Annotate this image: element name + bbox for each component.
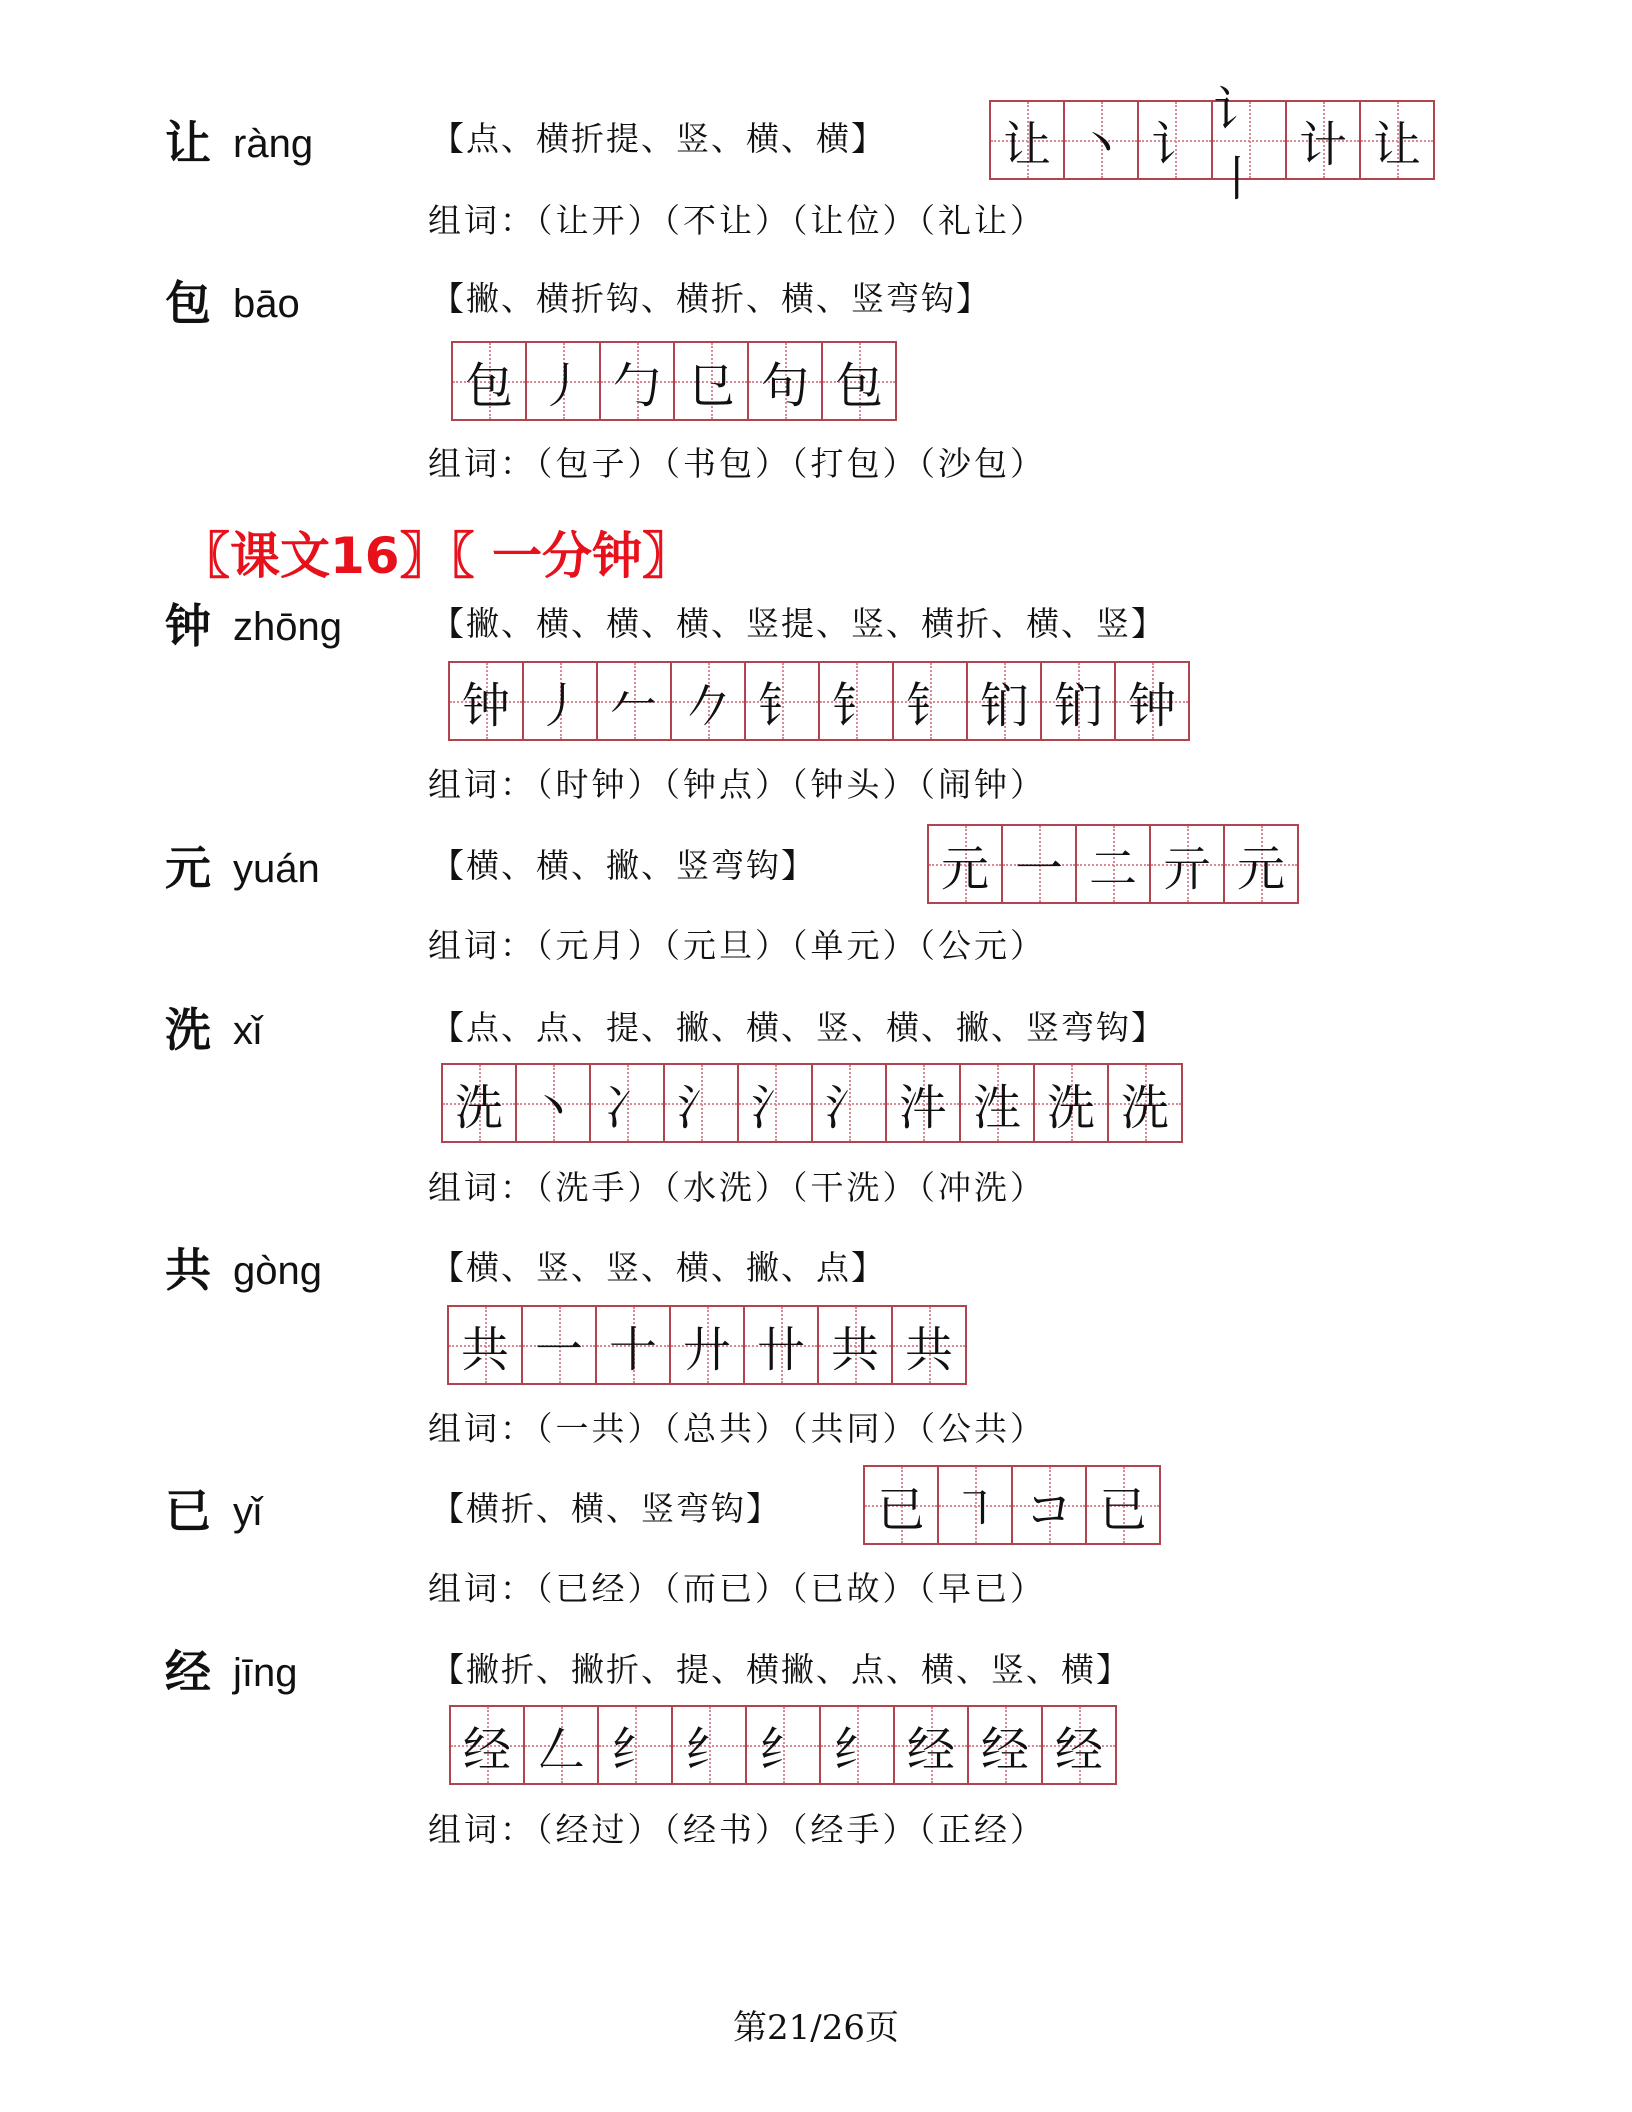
stroke-cell [597,1307,671,1383]
stroke-cell [1139,102,1213,178]
stroke-cell [524,663,598,739]
stroke-glyph: 让 [1372,116,1421,173]
stroke-cell [968,663,1042,739]
stroke-cell [665,1065,739,1141]
stroke-order-names: 【撇、横折钩、横折、横、竖弯钩】 [431,279,991,318]
stroke-cell [1361,102,1433,178]
stroke-cell [929,826,1003,902]
stroke-glyph: 钟 [461,677,510,734]
word-examples: 组词：（已经）（而已）（已故）（早已） [428,1569,1046,1608]
character: 元 [165,841,211,895]
stroke-cell [821,1707,895,1783]
stroke-cell [1043,1707,1115,1783]
stroke-glyph: コ [1024,1481,1073,1538]
stroke-glyph: 一 [534,1321,583,1378]
stroke-order-names: 【横、横、撇、竖弯钩】 [431,846,816,885]
stroke-glyph: 氵 [676,1079,725,1136]
stroke-glyph: 已 [1098,1481,1147,1538]
stroke-cell [893,1307,965,1383]
stroke-glyph: 𠂉 [609,677,658,734]
stroke-cell [739,1065,813,1141]
stroke-order-grid [989,82,1435,207]
stroke-glyph: 洗 [454,1079,503,1136]
stroke-cell [1213,82,1287,207]
character: 让 [165,116,211,170]
stroke-glyph: 钅 [831,677,880,734]
lesson-header: 〖课文16〗〖 一分钟〗 [180,527,692,585]
stroke-cell [675,343,749,419]
stroke-order-names: 【撇、横、横、横、竖提、竖、横折、横、竖】 [431,604,1166,643]
stroke-glyph: 钅 [905,677,954,734]
stroke-glyph: 二 [1088,840,1137,897]
stroke-glyph: 共 [830,1321,879,1378]
stroke-glyph: 洗 [1120,1079,1169,1136]
stroke-cell [819,1307,893,1383]
stroke-cell [1087,1467,1159,1543]
stroke-cell [601,343,675,419]
pinyin: gòng [233,1249,322,1293]
pinyin: yuán [233,847,320,891]
stroke-glyph: 汼 [898,1079,947,1136]
stroke-glyph: 㔾 [686,357,735,414]
character: 钟 [165,599,211,653]
stroke-cell [525,1707,599,1783]
stroke-cell [449,1307,523,1383]
stroke-cell [745,1307,819,1383]
page-number: 第21/26页 [733,2008,899,2048]
stroke-cell [1065,102,1139,178]
stroke-cell [1225,826,1297,902]
stroke-glyph: 廾 [682,1321,731,1378]
stroke-glyph: 纟 [758,1721,807,1778]
stroke-glyph: 经 [462,1721,511,1778]
stroke-glyph: 丿 [535,677,584,734]
stroke-cell [527,343,601,419]
stroke-order-names: 【横折、横、竖弯钩】 [431,1489,781,1528]
stroke-cell [939,1467,1013,1543]
stroke-glyph: 钅 [757,677,806,734]
stroke-glyph: 洗 [1046,1079,1095,1136]
stroke-cell [747,1707,821,1783]
stroke-cell [673,1707,747,1783]
stroke-glyph: 讠 [1150,116,1199,173]
stroke-cell [1151,826,1225,902]
stroke-cell [453,343,527,419]
stroke-cell [1013,1467,1087,1543]
stroke-glyph: 已 [876,1481,925,1538]
word-examples: 组词：（包子）（书包）（打包）（沙包） [428,444,1046,483]
pinyin: jīng [233,1651,298,1695]
stroke-cell [599,1707,673,1783]
word-examples: 组词：（元月）（元旦）（单元）（公元） [428,926,1046,965]
stroke-glyph: 冫 [602,1079,651,1136]
stroke-glyph: 𠃋 [536,1721,585,1778]
character: 包 [165,276,211,330]
stroke-glyph: 讠丨 [1213,82,1262,207]
stroke-order-names: 【点、横折提、竖、横、横】 [431,119,886,158]
stroke-glyph: 包 [834,357,883,414]
stroke-glyph: 纟 [684,1721,733,1778]
stroke-glyph: 十 [608,1321,657,1378]
stroke-order-grid [927,824,1299,904]
stroke-glyph: 让 [1002,116,1051,173]
stroke-cell [1035,1065,1109,1141]
word-examples: 组词：（让开）（不让）（让位）（礼让） [428,201,1046,240]
stroke-glyph: 氵 [824,1079,873,1136]
stroke-glyph: 泩 [972,1079,1021,1136]
stroke-cell [991,102,1065,178]
stroke-glyph: 元 [940,840,989,897]
stroke-cell [746,663,820,739]
stroke-glyph: 包 [464,357,513,414]
pinyin: bāo [233,282,300,326]
stroke-glyph: 𠂊 [683,677,732,734]
stroke-order-grid [441,1063,1183,1143]
stroke-cell [591,1065,665,1141]
stroke-cell [887,1065,961,1141]
stroke-cell [451,1707,525,1783]
stroke-glyph: 亓 [1162,840,1211,897]
pinyin: xǐ [233,1009,262,1053]
stroke-order-names: 【横、竖、竖、横、撇、点】 [431,1248,886,1287]
stroke-cell [813,1065,887,1141]
stroke-cell [823,343,895,419]
character: 洗 [165,1003,211,1057]
stroke-glyph: 经 [1054,1721,1103,1778]
word-examples: 组词：（经过）（经书）（经手）（正经） [428,1810,1046,1849]
stroke-cell [450,663,524,739]
stroke-cell [961,1065,1035,1141]
stroke-order-names: 【撇折、撇折、提、横撇、点、横、竖、横】 [431,1650,1131,1689]
stroke-cell [1003,826,1077,902]
stroke-cell [671,1307,745,1383]
stroke-glyph: 纟 [610,1721,659,1778]
stroke-cell [517,1065,591,1141]
stroke-glyph: 钔 [979,677,1028,734]
word-examples: 组词：（一共）（总共）（共同）（公共） [428,1409,1046,1448]
stroke-cell [1042,663,1116,739]
word-examples: 组词：（时钟）（钟点）（钟头）（闹钟） [428,765,1046,804]
character: 经 [165,1645,211,1699]
stroke-cell [820,663,894,739]
stroke-glyph: 计 [1298,116,1347,173]
stroke-order-grid [447,1305,967,1385]
stroke-order-grid [449,1705,1117,1785]
stroke-order-grid [448,661,1190,741]
stroke-glyph: 钟 [1127,677,1176,734]
stroke-glyph: 卄 [756,1321,805,1378]
pinyin: yǐ [233,1490,262,1534]
stroke-glyph: 句 [760,357,809,414]
stroke-cell [1077,826,1151,902]
stroke-cell [895,1707,969,1783]
stroke-glyph: 经 [906,1721,955,1778]
stroke-glyph: 共 [904,1321,953,1378]
stroke-glyph: 丶 [1076,116,1125,173]
character: 已 [165,1484,211,1538]
stroke-cell [598,663,672,739]
stroke-cell [894,663,968,739]
character: 共 [165,1243,211,1297]
stroke-cell [969,1707,1043,1783]
stroke-glyph: ㇕ [950,1481,999,1538]
stroke-glyph: 勹 [612,357,661,414]
stroke-glyph: 丶 [528,1079,577,1136]
pinyin: zhōng [233,605,342,649]
stroke-glyph: 元 [1236,840,1285,897]
stroke-order-names: 【点、点、提、撇、横、竖、横、撇、竖弯钩】 [431,1008,1166,1047]
stroke-cell [523,1307,597,1383]
stroke-cell [1287,102,1361,178]
stroke-order-grid [451,341,897,421]
stroke-cell [672,663,746,739]
stroke-order-grid [863,1465,1161,1545]
stroke-cell [749,343,823,419]
stroke-glyph: 共 [460,1321,509,1378]
stroke-cell [865,1467,939,1543]
stroke-glyph: 纟 [832,1721,881,1778]
pinyin: ràng [233,122,314,166]
stroke-cell [1109,1065,1181,1141]
stroke-cell [1116,663,1188,739]
stroke-glyph: 氵 [750,1079,799,1136]
stroke-glyph: 丿 [538,357,587,414]
stroke-glyph: 一 [1014,840,1063,897]
stroke-glyph: 经 [980,1721,1029,1778]
stroke-cell [443,1065,517,1141]
word-examples: 组词：（洗手）（水洗）（干洗）（冲洗） [428,1168,1046,1207]
stroke-glyph: 钔 [1053,677,1102,734]
